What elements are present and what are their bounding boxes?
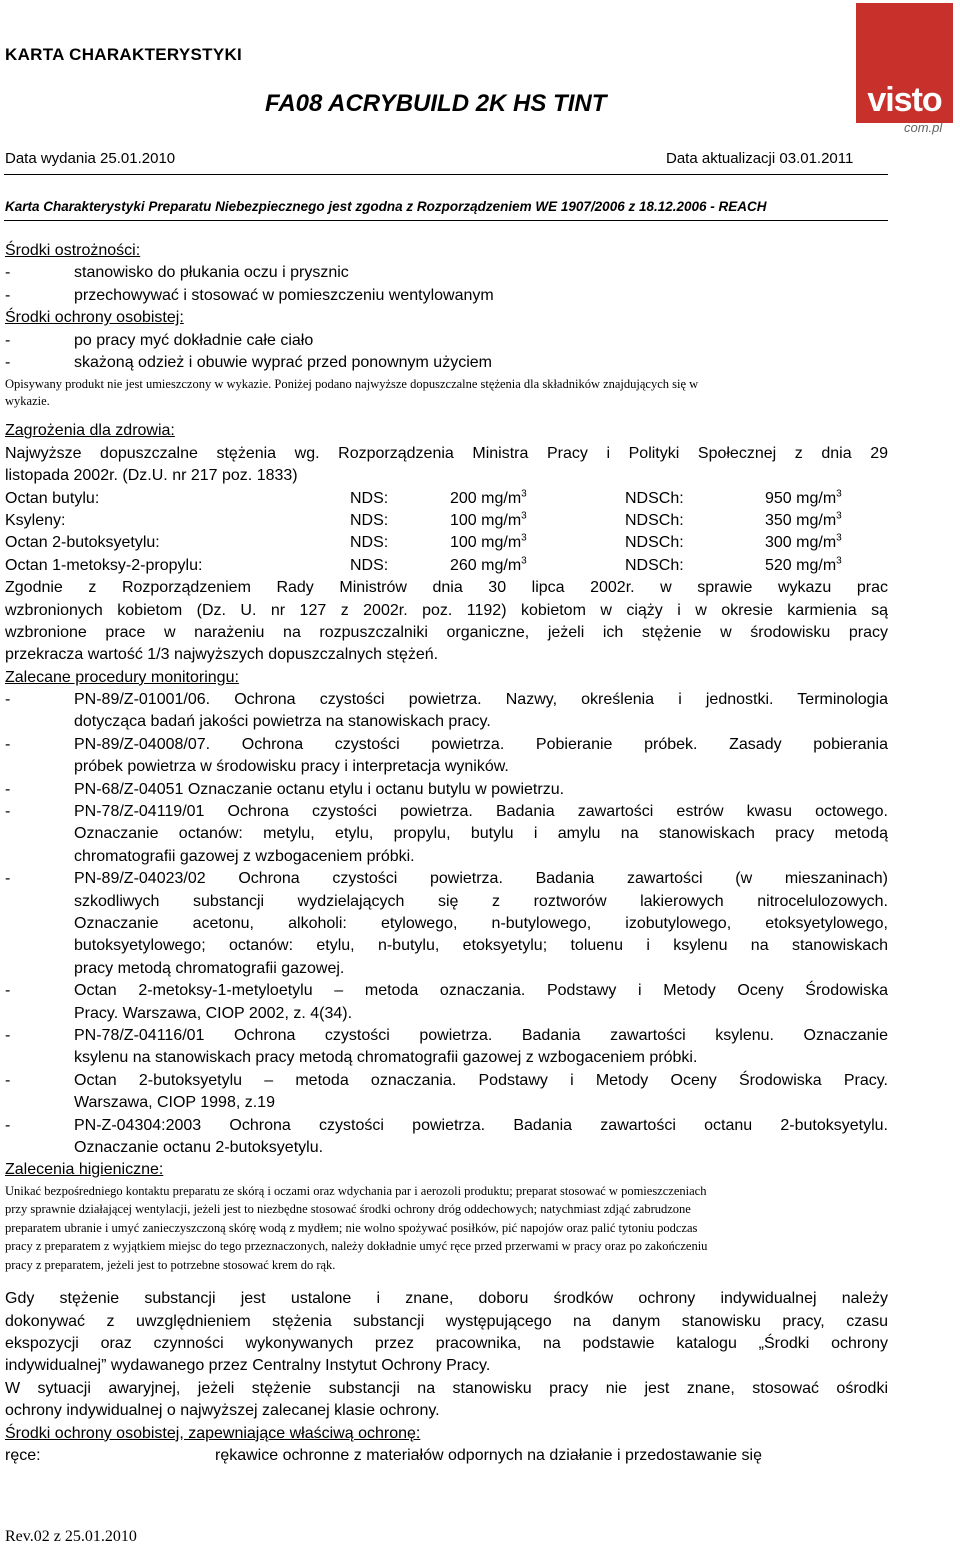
exposure-row — [5, 555, 888, 577]
exposure-row — [5, 510, 888, 532]
product-name: FA08 ACRYBUILD 2K HS TINT — [265, 90, 607, 117]
monitoring-item: - PN-89/Z-04008/07. Ochrona czystości powietrza. Pobieranie próbek. Zasady pobierania próbek powietrza w środowisku pracy i interpretacja wyników. — [5, 734, 888, 779]
unit: mg/m — [796, 534, 837, 552]
ppe-paragraph: Gdy stężenie substancji jest ustalone i znane, doboru środków ochrony indywidualnej należy dokonywać z uwzględnieniem stężenia substancji występującego na danym stanowisku pracy, czasu ekspozycji oraz czynności wykonywanych przez pracownika, na podstawie katalogu „Środki ochrony indywidualnej” wydawanego przez Centralny Instytut Ochrony Pracy. — [5, 1290, 888, 1375]
monitoring-line: szkodliwych substancji wydzielających się z roztworów lakierowych nitrocelulozowych. — [74, 892, 888, 910]
monitoring-item: - PN-89/Z-01001/06. Ochrona czystości powietrza. Nazwy, określenia i jednostki. Terminologia dotycząca badań jakości powietrza na stanowiskach pracy. — [5, 689, 888, 734]
monitoring-line: ksylenu na stanowiskach pracy metodą chromatografii gazowej z wzbogaceniem próbki. — [74, 1049, 698, 1067]
monitoring-line: PN-89/Z-04008/07. Ochrona czystości powietrza. Pobieranie próbek. Zasady pobierania — [74, 735, 888, 753]
reach-note: Karta Charakterystyki Preparatu Niebezpiecznego jest zgodna z Rozporządzeniem WE 1907/2006 z 18.12.2006 - REACH — [5, 199, 767, 214]
hands-text: rękawice ochronne z materiałów odpornych na działanie i przedostawanie się — [215, 1446, 762, 1464]
unit: mg/m — [481, 511, 522, 529]
emergency-paragraph: W sytuacji awaryjnej, jeżeli stężenie substancji na stanowisku pracy nie jest znane, stosować ośrodki ochrony indywidualnej o najwyższej zalecanej klasie ochrony. — [5, 1379, 888, 1420]
precautions-heading: Środki ostrożności: — [5, 242, 141, 259]
hygiene-text: Unikać bezpośredniego kontaktu preparatu ze skórą i oczami oraz wdychania par i aerozoli produktu; preparat stosować w pomieszczeniach przy sprawnie działającej wentylacji, jeżeli jest to niezbędne stosować środki ochrony dróg oddechowych; natychmiast zdjąć zabrudzone preparatem ubranie i umyć zanieczyszczoną skórę wodą z mydłem; nie wolno spożywać posiłków, pić napojów oraz palić tytoniu podczas pracy z preparatem z wyjątkiem miejsc do tego przeznaczonych, należy dokładnie umyć ręce przed przerwami w pracy oraz po zakończeniu pracy z preparatem, jeżeli jest to potrzebne stosować krem do rąk. — [5, 1183, 708, 1272]
nds-label: NDS: — [350, 556, 389, 574]
health-intro: listopada 2002r. (Dz.U. nr 217 poz. 1833) — [5, 467, 298, 485]
nds-value: 200 — [450, 489, 477, 507]
unit-exponent: 3 — [836, 555, 842, 567]
health-intro: Najwyższe dopuszczalne stężenia wg. Rozporządzenia Ministra Pracy i Polityki Społecznej z dnia 29 — [5, 444, 888, 462]
nds-label: NDS: — [350, 534, 389, 552]
unit-exponent: 3 — [836, 510, 842, 522]
unit: mg/m — [796, 511, 837, 529]
logo-text: visto — [867, 81, 942, 119]
list-item: - przechowywać i stosować w pomieszczeniu wentylowanym — [5, 286, 494, 304]
visto-logo — [856, 3, 953, 123]
unit: mg/m — [796, 489, 837, 507]
ndsch-label: NDSCh: — [625, 511, 684, 529]
regulation-text: Zgodnie z Rozporządzeniem Rady Ministrów dnia 30 lipca 2002r. w sprawie wykazu prac — [5, 579, 888, 597]
exposure-row — [5, 488, 888, 510]
monitoring-item: - PN-Z-04304:2003 Ochrona czystości powietrza. Badania zawartości octanu 2-butoksyetylu. Oznaczanie octanu 2-butoksyetylu. — [5, 1115, 888, 1160]
unit-exponent: 3 — [521, 555, 527, 567]
monitoring-line: PN-78/Z-04116/01 Ochrona czystości powietrza. Badania zawartości ksylenu. Oznaczanie — [74, 1026, 888, 1044]
ndsch-label: NDSCh: — [625, 489, 684, 507]
monitoring-line: PN-89/Z-01001/06. Ochrona czystości powietrza. Nazwy, określenia i jednostki. Terminologia — [74, 691, 888, 709]
document-body — [5, 240, 888, 1467]
logo-domain: com.pl — [904, 120, 943, 135]
monitoring-item: - PN-78/Z-04119/01 Ochrona czystości powietrza. Badania zawartości estrów kwasu octowego. Oznaczanie octanów: metylu, etylu, propylu, butylu i amylu na stanowiskach pracy metodą chromatografii gazowej z wzbogaceniem próbki. — [5, 801, 888, 868]
revision-footer: Rev.02 z 25.01.2010 — [5, 1528, 137, 1545]
regulation-text: wzbronione prace w narażeniu na rozpuszczalniki organiczne, jeżeli ich stężenie w środowisku pracy — [5, 623, 888, 641]
small-note: Opisywany produkt nie jest umieszczony w wykazie. Poniżej podano najwyższe dopuszczalne stężenia dla składników znajdujących się w wykazie. — [5, 377, 699, 409]
unit-exponent: 3 — [836, 533, 842, 544]
unit: mg/m — [481, 489, 522, 507]
divider — [4, 174, 888, 175]
hands-protection — [5, 1445, 888, 1467]
ndsch-value: 520 — [765, 556, 792, 574]
monitoring-line: dotycząca badań jakości powietrza na stanowiskach pracy. — [74, 713, 491, 731]
unit-exponent: 3 — [521, 488, 527, 500]
monitoring-item: - Octan 2-metoksy-1-metyloetylu – metoda oznaczania. Podstawy i Metody Oceny Środowiska Pracy. Warszawa, CIOP 2002, z. 4(34). — [5, 980, 888, 1025]
monitoring-item: - PN-78/Z-04116/01 Ochrona czystości powietrza. Badania zawartości ksylenu. Oznaczanie ksylenu na stanowiskach pracy metodą chromatografii gazowej z wzbogaceniem próbki. — [5, 1025, 888, 1070]
monitoring-item: - PN-68/Z-04051 Oznaczanie octanu etylu i octanu butylu w powietrzu. — [5, 779, 888, 801]
monitoring-line: PN-78/Z-04119/01 Ochrona czystości powietrza. Badania zawartości estrów kwasu octowego. — [74, 803, 888, 821]
nds-value: 100 — [450, 534, 477, 552]
monitoring-line: Pracy. Warszawa, CIOP 2002, z. 4(34). — [74, 1004, 353, 1022]
exposure-limits-table — [5, 488, 888, 578]
substance-name: Octan butylu: — [5, 489, 100, 507]
monitoring-line: Warszawa, CIOP 1998, z.19 — [74, 1094, 275, 1112]
monitoring-line: PN-68/Z-04051 Oznaczanie octanu etylu i octanu butylu w powietrzu. — [74, 780, 565, 798]
nds-label: NDS: — [350, 489, 389, 507]
monitoring-line: pracy metodą chromatografii gazowej. — [74, 959, 345, 977]
monitoring-line: PN-89/Z-04023/02 Ochrona czystości powietrza. Badania zawartości (w mieszaninach) — [74, 870, 888, 888]
substance-name: Ksyleny: — [5, 511, 66, 529]
divider — [4, 220, 888, 221]
exposure-row — [5, 532, 888, 554]
monitoring-line: chromatografii gazowej z wzbogaceniem próbki. — [74, 847, 415, 865]
monitoring-line: Oznaczanie octanów: metylu, etylu, propylu, butylu i amylu na stanowiskach pracy metodą — [74, 825, 888, 843]
issue-date: Data wydania 25.01.2010 — [5, 150, 176, 167]
update-date: Data aktualizacji 03.01.2011 — [666, 150, 854, 167]
ndsch-value: 300 — [765, 534, 792, 552]
monitoring-item: - PN-89/Z-04023/02 Ochrona czystości powietrza. Badania zawartości (w mieszaninach) szkodliwych substancji wydzielających się z roztworów lakierowych nitrocelulozowych. Oznaczanie acetonu, alkoholi: etylowego, n-butylowego, izobutylowego, etoksyetylowego, butoksyetylowego; octanów: etylu, n-butylu, etoksyetylu; toluenu i ksylenu na stanowiskach pracy metodą chromatografii gazowej. — [5, 868, 888, 980]
monitoring-line: Oznaczanie octanu 2-butoksyetylu. — [74, 1138, 324, 1156]
unit-exponent: 3 — [836, 488, 842, 500]
nds-label: NDS: — [350, 511, 389, 529]
personal-heading: Środki ochrony osobistej: — [5, 309, 184, 327]
monitoring-line: PN-Z-04304:2003 Ochrona czystości powietrza. Badania zawartości octanu 2-butoksyetylu. — [74, 1116, 888, 1134]
hands-label: ręce: — [5, 1446, 41, 1464]
monitoring-line: Octan 2-metoksy-1-metyloetylu – metoda oznaczania. Podstawy i Metody Oceny Środowiska — [74, 982, 888, 1000]
list-item: - skażoną odzież i obuwie wyprać przed ponownym użyciem — [5, 353, 492, 371]
nds-value: 260 — [450, 556, 477, 574]
unit: mg/m — [481, 556, 522, 574]
ppe-heading: Środki ochrony osobistej, zapewniające właściwą ochronę: — [5, 1424, 421, 1442]
document-type: KARTA CHARAKTERYSTYKI — [5, 45, 243, 64]
monitoring-item: - Octan 2-butoksyetylu – metoda oznaczania. Podstawy i Metody Oceny Środowiska Pracy. Warszawa, CIOP 1998, z.19 — [5, 1070, 888, 1115]
list-item: - po pracy myć dokładnie całe ciało — [5, 331, 314, 349]
ndsch-value: 350 — [765, 511, 792, 529]
hygiene-heading: Zalecenia higieniczne: — [5, 1161, 164, 1179]
regulation-text: przekracza wartość 1/3 najwyższych dopuszczalnych stężeń. — [5, 646, 439, 664]
ndsch-value: 950 — [765, 489, 792, 507]
substance-name: Octan 1-metoksy-2-propylu: — [5, 556, 203, 574]
monitoring-line: Octan 2-butoksyetylu – metoda oznaczania. Podstawy i Metody Oceny Środowiska Pracy. — [74, 1071, 888, 1089]
monitoring-line: Oznaczanie acetonu, alkoholi: etylowego, n-butylowego, izobutylowego, etoksyetylowego, — [74, 915, 888, 933]
ndsch-label: NDSCh: — [625, 556, 684, 574]
health-heading: Zagrożenia dla zdrowia: — [5, 422, 175, 440]
unit: mg/m — [796, 556, 837, 574]
monitoring-line: próbek powietrza w środowisku pracy i interpretacja wyników. — [74, 758, 509, 776]
unit-exponent: 3 — [521, 510, 527, 522]
monitoring-list — [5, 689, 888, 1159]
nds-value: 100 — [450, 511, 477, 529]
ndsch-label: NDSCh: — [625, 534, 684, 552]
monitoring-heading: Zalecane procedury monitoringu: — [5, 668, 239, 686]
substance-name: Octan 2-butoksyetylu: — [5, 534, 160, 552]
unit-exponent: 3 — [521, 533, 527, 544]
regulation-text: wzbronionych kobietom (Dz. U. nr 127 z 2002r. poz. 1192) kobietom w ciąży i w okresie karmienia są — [5, 601, 888, 619]
list-item: - stanowisko do płukania oczu i prysznic — [5, 264, 349, 282]
monitoring-line: butoksyetylowego; octanów: etylu, n-butylu, etoksyetylu; toluenu i ksylenu na stanowiskach — [74, 937, 888, 955]
unit: mg/m — [481, 534, 522, 552]
